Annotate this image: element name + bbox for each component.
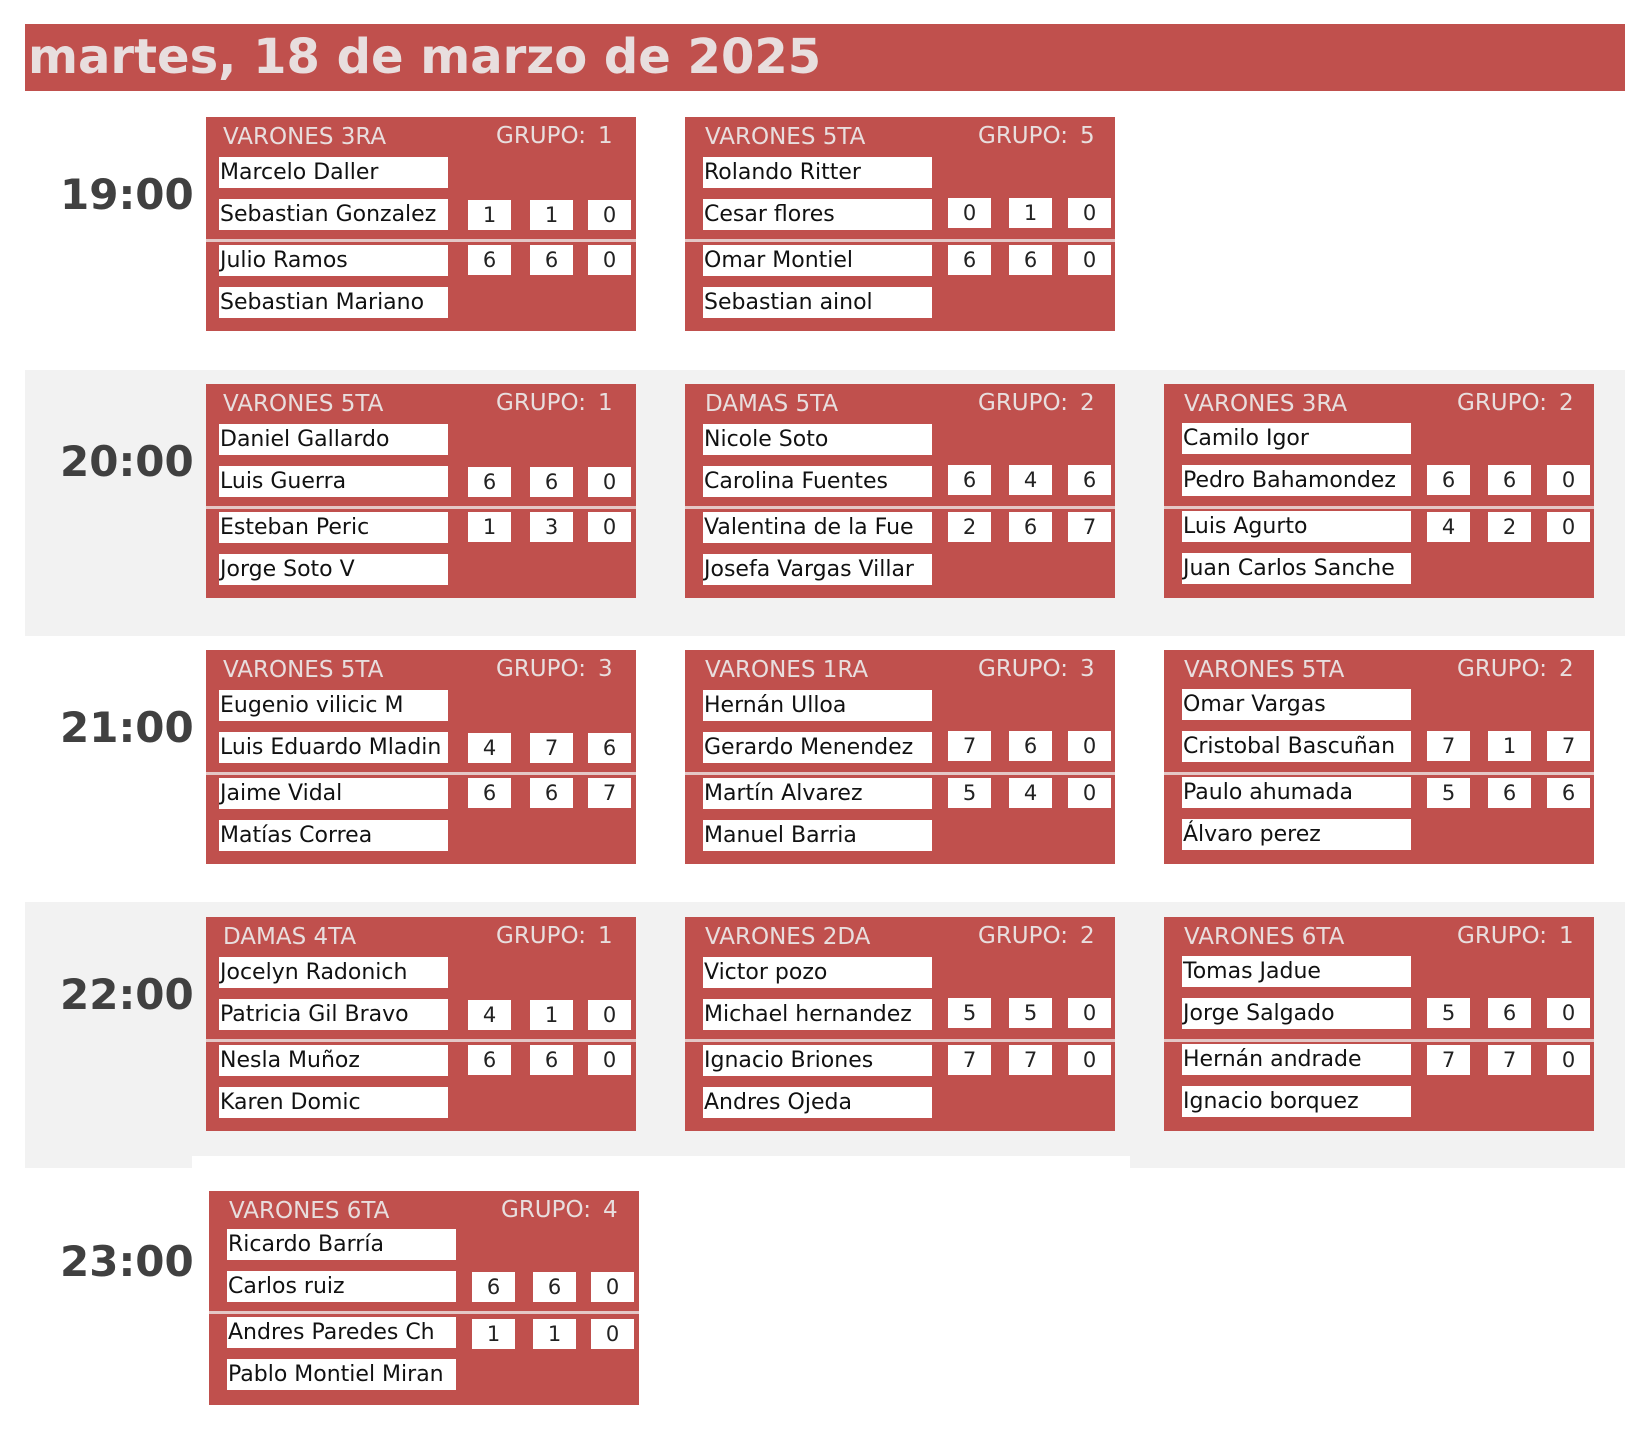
time-slot: 21:00 — [60, 703, 194, 752]
set-score: 7 — [1547, 731, 1590, 761]
set-score: 7 — [588, 778, 631, 808]
team-divider — [685, 772, 1115, 775]
player-name: Omar Vargas — [1182, 689, 1411, 720]
player-name: Sebastian Gonzalez — [219, 199, 448, 230]
group-label: GRUPO: 3 — [978, 656, 1095, 682]
player-name: Luis Agurto — [1182, 511, 1411, 542]
group-number: 2 — [1079, 390, 1095, 416]
category-label: VARONES 5TA — [705, 124, 866, 150]
player-name: Jocelyn Radonich — [219, 957, 448, 988]
set-score: 6 — [1009, 245, 1052, 275]
set-score: 0 — [1547, 1045, 1590, 1075]
set-score: 2 — [1488, 512, 1531, 542]
set-score: 1 — [533, 1319, 576, 1349]
set-score: 5 — [1427, 998, 1470, 1028]
set-score: 6 — [530, 1045, 573, 1075]
player-name: Daniel Gallardo — [219, 424, 448, 455]
category-label: VARONES 5TA — [1184, 657, 1345, 683]
set-score: 6 — [1068, 465, 1111, 495]
player-name: Patricia Gil Bravo — [219, 999, 448, 1030]
player-name: Tomas Jadue — [1182, 956, 1411, 987]
team-divider — [206, 239, 636, 242]
team-divider — [1164, 506, 1594, 509]
player-name: Luis Guerra — [219, 466, 448, 497]
player-name: Carolina Fuentes — [703, 466, 932, 497]
set-score: 6 — [1488, 778, 1531, 808]
category-label: VARONES 3RA — [223, 124, 387, 150]
player-name: Hernán Ulloa — [703, 690, 932, 721]
page-title: martes, 18 de marzo de 2025 — [28, 29, 822, 85]
group-label: GRUPO: 5 — [978, 123, 1095, 149]
group-number: 5 — [1079, 123, 1095, 149]
set-score: 0 — [588, 512, 631, 542]
set-score: 0 — [1547, 512, 1590, 542]
player-name: Matías Correa — [219, 820, 448, 851]
category-label: VARONES 6TA — [1184, 924, 1345, 950]
player-name: Josefa Vargas Villar — [703, 554, 932, 585]
time-slot: 19:00 — [60, 170, 194, 219]
category-label: VARONES 1RA — [705, 657, 869, 683]
set-score: 0 — [591, 1272, 634, 1302]
match-card — [206, 650, 636, 864]
set-score: 4 — [1009, 778, 1052, 808]
set-score: 6 — [468, 467, 511, 497]
team-divider — [685, 1039, 1115, 1042]
set-score: 6 — [468, 1045, 511, 1075]
match-card — [1164, 650, 1594, 864]
set-score: 0 — [1547, 465, 1590, 495]
set-score: 6 — [1427, 465, 1470, 495]
set-score: 0 — [588, 245, 631, 275]
set-score: 7 — [948, 731, 991, 761]
set-score: 0 — [1068, 198, 1111, 228]
set-score: 1 — [530, 1000, 573, 1030]
match-card — [206, 117, 636, 331]
set-score: 6 — [530, 245, 573, 275]
set-score: 6 — [1009, 512, 1052, 542]
set-score: 5 — [1009, 998, 1052, 1028]
team-divider — [206, 1039, 636, 1042]
match-card — [206, 384, 636, 598]
player-name: Nesla Muñoz — [219, 1045, 448, 1076]
match-card — [1164, 917, 1594, 1131]
match-card — [685, 384, 1115, 598]
time-slot: 22:00 — [60, 970, 194, 1019]
player-name: Pedro Bahamondez — [1182, 465, 1411, 496]
set-score: 6 — [530, 467, 573, 497]
player-name: Álvaro perez — [1182, 819, 1411, 850]
player-name: Valentina de la Fue — [703, 512, 932, 543]
set-score: 0 — [588, 1000, 631, 1030]
team-divider — [1164, 772, 1594, 775]
set-score: 7 — [1068, 512, 1111, 542]
player-name: Eugenio vilicic M — [219, 690, 448, 721]
set-score: 6 — [468, 245, 511, 275]
set-score: 6 — [1009, 731, 1052, 761]
set-score: 0 — [588, 467, 631, 497]
player-name: Karen Domic — [219, 1087, 448, 1118]
group-label: GRUPO: 2 — [1457, 390, 1574, 416]
player-name: Pablo Montiel Miran — [227, 1359, 456, 1390]
time-slot: 23:00 — [60, 1237, 194, 1286]
set-score: 0 — [588, 1045, 631, 1075]
team-divider — [206, 772, 636, 775]
set-score: 6 — [948, 245, 991, 275]
set-score: 2 — [948, 512, 991, 542]
player-name: Manuel Barria — [703, 820, 932, 851]
match-card — [206, 917, 636, 1131]
set-score: 1 — [1009, 198, 1052, 228]
set-score: 5 — [948, 998, 991, 1028]
group-number: 2 — [1558, 656, 1574, 682]
group-label: GRUPO: 4 — [501, 1197, 618, 1223]
group-number: 2 — [1079, 923, 1095, 949]
category-label: VARONES 5TA — [223, 391, 384, 417]
player-name: Camilo Igor — [1182, 423, 1411, 454]
group-label: GRUPO: 1 — [496, 123, 613, 149]
set-score: 5 — [948, 778, 991, 808]
player-name: Ignacio borquez — [1182, 1086, 1411, 1117]
set-score: 7 — [1427, 731, 1470, 761]
set-score: 6 — [948, 465, 991, 495]
player-name: Ignacio Briones — [703, 1045, 932, 1076]
team-divider — [1164, 1039, 1594, 1042]
player-name: Paulo ahumada — [1182, 777, 1411, 808]
set-score: 6 — [468, 778, 511, 808]
group-number: 1 — [597, 923, 613, 949]
set-score: 4 — [1009, 465, 1052, 495]
set-score: 6 — [1488, 465, 1531, 495]
group-number: 1 — [597, 123, 613, 149]
player-name: Julio Ramos — [219, 245, 448, 276]
team-divider — [206, 506, 636, 509]
player-name: Gerardo Menendez — [703, 732, 932, 763]
set-score: 5 — [1427, 778, 1470, 808]
group-number: 3 — [1079, 656, 1095, 682]
set-score: 7 — [1009, 1045, 1052, 1075]
group-label: GRUPO: 1 — [496, 390, 613, 416]
player-name: Juan Carlos Sanche — [1182, 553, 1411, 584]
player-name: Omar Montiel — [703, 245, 932, 276]
set-score: 0 — [1068, 731, 1111, 761]
set-score: 6 — [530, 778, 573, 808]
category-label: DAMAS 5TA — [705, 391, 839, 417]
match-card — [685, 650, 1115, 864]
player-name: Martín Alvarez — [703, 778, 932, 809]
set-score: 4 — [468, 733, 511, 763]
player-name: Cesar flores — [703, 199, 932, 230]
player-name: Carlos ruiz — [227, 1271, 456, 1302]
set-score: 6 — [472, 1272, 515, 1302]
set-score: 1 — [1488, 731, 1531, 761]
group-number: 2 — [1558, 390, 1574, 416]
group-label: GRUPO: 2 — [1457, 656, 1574, 682]
player-name: Marcelo Daller — [219, 157, 448, 188]
set-score: 6 — [588, 733, 631, 763]
group-number: 4 — [602, 1197, 618, 1223]
set-score: 7 — [948, 1045, 991, 1075]
player-name: Esteban Peric — [219, 512, 448, 543]
player-name: Michael hernandez — [703, 999, 932, 1030]
group-label: GRUPO: 1 — [1457, 923, 1574, 949]
player-name: Ricardo Barría — [227, 1229, 456, 1260]
player-name: Hernán andrade — [1182, 1044, 1411, 1075]
set-score: 7 — [530, 733, 573, 763]
player-name: Jorge Salgado — [1182, 998, 1411, 1029]
set-score: 0 — [948, 198, 991, 228]
category-label: VARONES 2DA — [705, 924, 871, 950]
group-number: 1 — [1558, 923, 1574, 949]
player-name: Jaime Vidal — [219, 778, 448, 809]
category-label: VARONES 6TA — [229, 1198, 390, 1224]
group-number: 3 — [597, 656, 613, 682]
set-score: 3 — [530, 512, 573, 542]
player-name: Cristobal Bascuñan — [1182, 731, 1411, 762]
set-score: 0 — [588, 200, 631, 230]
set-score: 0 — [1068, 1045, 1111, 1075]
group-label: GRUPO: 2 — [978, 923, 1095, 949]
player-name: Andres Ojeda — [703, 1087, 932, 1118]
group-label: GRUPO: 2 — [978, 390, 1095, 416]
set-score: 0 — [1068, 245, 1111, 275]
time-slot: 20:00 — [60, 437, 194, 486]
match-card — [209, 1191, 639, 1405]
set-score: 4 — [468, 1000, 511, 1030]
match-card — [685, 117, 1115, 331]
match-card — [1164, 384, 1594, 598]
set-score: 0 — [1068, 778, 1111, 808]
set-score: 1 — [472, 1319, 515, 1349]
team-divider — [685, 506, 1115, 509]
set-score: 0 — [1068, 998, 1111, 1028]
player-name: Nicole Soto — [703, 424, 932, 455]
player-name: Rolando Ritter — [703, 157, 932, 188]
match-card — [685, 917, 1115, 1131]
set-score: 0 — [591, 1319, 634, 1349]
band-notch — [192, 1156, 1130, 1168]
set-score: 7 — [1488, 1045, 1531, 1075]
date-header — [25, 24, 1625, 91]
set-score: 4 — [1427, 512, 1470, 542]
group-number: 1 — [597, 390, 613, 416]
player-name: Sebastian Mariano — [219, 287, 448, 318]
player-name: Andres Paredes Ch — [227, 1317, 456, 1348]
group-label: GRUPO: 1 — [496, 923, 613, 949]
set-score: 6 — [1547, 778, 1590, 808]
set-score: 1 — [468, 200, 511, 230]
group-label: GRUPO: 3 — [496, 656, 613, 682]
player-name: Victor pozo — [703, 957, 932, 988]
set-score: 6 — [533, 1272, 576, 1302]
player-name: Jorge Soto V — [219, 554, 448, 585]
set-score: 7 — [1427, 1045, 1470, 1075]
player-name: Luis Eduardo Mladin — [219, 732, 448, 763]
set-score: 6 — [1488, 998, 1531, 1028]
set-score: 0 — [1547, 998, 1590, 1028]
team-divider — [685, 239, 1115, 242]
category-label: VARONES 5TA — [223, 657, 384, 683]
team-divider — [209, 1311, 639, 1314]
category-label: DAMAS 4TA — [223, 924, 357, 950]
player-name: Sebastian ainol — [703, 287, 932, 318]
category-label: VARONES 3RA — [1184, 391, 1348, 417]
set-score: 1 — [530, 200, 573, 230]
set-score: 1 — [468, 512, 511, 542]
